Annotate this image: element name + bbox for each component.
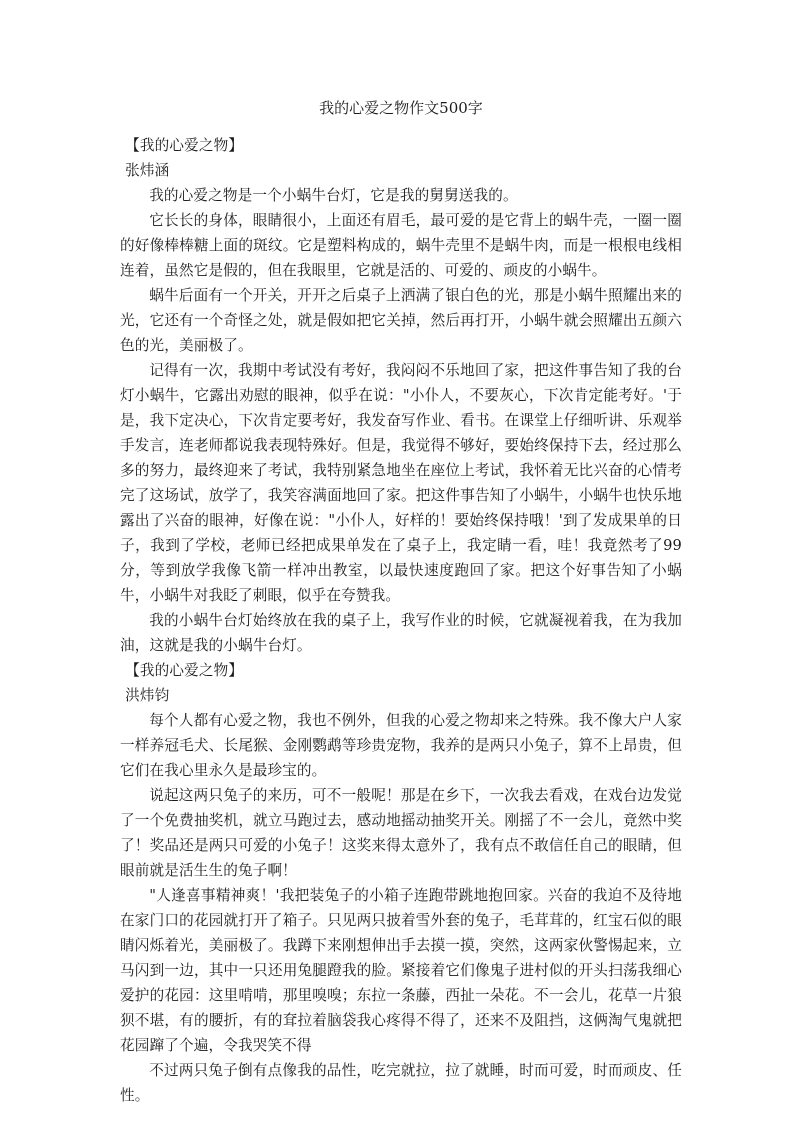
paragraph: "人逢喜事精神爽！'我把装兔子的小箱子连跑带跳地抱回家。兴奋的我迫不及待地在家门口的花园就打开了箱子。只见两只披着雪外套的兔子，毛茸茸的，红宝石似的眼睛闪烁着光，美丽极了。我蹲下来刚想伸出手去摸一摸，突然，这两家伙警惕起来，立马闪到一边，其中一只还用兔腿蹬我的脸。紧接着它们像鬼子进村似的开头扫荡我细心爱护的花园：这里啃啃，那里嗅嗅；东拉一条藤，西扯一朵花。不一会儿，花草一片狼狈不堪，有的腰折，有的耷拉着脑袋我心疼得不得了，还来不及阻挡，这俩淘气鬼就把花园蹿了个遍，令我哭笑不得 (120, 887, 682, 1054)
paragraph: 不过两只兔子倒有点像我的品性，吃完就拉，拉了就睡，时而可爱，时而顽皮、任性。 (120, 1062, 682, 1104)
essay-1 (120, 133, 682, 658)
document-page (120, 97, 682, 1108)
document-title: 我的心爱之物作文500字 (319, 99, 483, 117)
paragraph: 我的心爱之物是一个小蜗牛台灯，它是我的舅舅送我的。 (149, 187, 518, 204)
paragraph: 记得有一次，我期中考试没有考好，我闷闷不乐地回了家，把这件事告知了我的台灯小蜗牛，它露出劝慰的眼神，似乎在说："小仆人，不要灰心，下次肯定能考好。'于是，我下定决心，下次肯定要考好，我发奋写作业、看书。在课堂上仔细听讲、乐观举手发言，连老师都说我表现特殊好。但是，我觉得不够好，要始终保持下去，经过那么多的努力，最终迎来了考试，我特别紧急地坐在座位上考试，我怀着无比兴奋的心情考完了这场试，放学了，我笑容满面地回了家。把这件事告知了小蜗牛，小蜗牛也快乐地露出了兴奋的眼神，好像在说："小仆人，好样的！要始终保持哦！'到了发成果单的日子，我到了学校，老师已经把成果单发在了桌子上，我定睛一看，哇！我竟然考了99分，等到放学我像飞箭一样冲出教室，以最快速度跑回了家。把这个好事告知了小蜗牛，小蜗牛对我眨了刺眼，似乎在夸赞我。 (120, 362, 682, 604)
essay-1-heading: 【我的心爱之物】 (125, 137, 244, 154)
paragraph: 说起这两只兔子的来历，可不一般呢！那是在乡下，一次我去看戏，在戏台边发觉了一个免费抽奖机，就立马跑过去，感动地摇动抽奖开关。刚摇了不一会儿，竟然中奖了！奖品还是两只可爱的小兔子！这奖来得太意外了，我有点不敢信任自己的眼睛，但眼前就是活生生的兔子啊！ (120, 787, 682, 879)
essay-1-author: 张炜涵 (125, 162, 170, 179)
paragraph: 它长长的身体，眼睛很小，上面还有眉毛，最可爱的是它背上的蜗牛壳，一圈一圈的好像棒棒糖上面的斑纹。它是塑料构成的，蜗牛壳里不是蜗牛肉，而是一根根电线相连着，虽然它是假的，但在我眼里，它就是活的、可爱的、顽皮的小蜗牛。 (120, 212, 682, 279)
essay-2-heading: 【我的心爱之物】 (125, 662, 244, 679)
paragraph: 每个人都有心爱之物，我也不例外，但我的心爱之物却来之特殊。我不像大户人家一样养冠毛犬、长尾猴、金刚鹦鹉等珍贵宠物，我养的是两只小兔子，算不上昂贵，但它们在我心里永久是最珍宝的。 (120, 712, 682, 779)
essay-2-author: 洪炜钧 (125, 687, 170, 704)
essay-2 (120, 658, 682, 1108)
paragraph: 我的小蜗牛台灯始终放在我的桌子上，我写作业的时候，它就凝视着我，在为我加油，这就是我的小蜗牛台灯。 (120, 612, 682, 654)
paragraph: 蜗牛后面有一个开关，开开之后桌子上洒满了银白色的光，那是小蜗牛照耀出来的光，它还有一个奇怪之处，就是假如把它关掉，然后再打开，小蜗牛就会照耀出五颜六色的光，美丽极了。 (120, 287, 682, 354)
